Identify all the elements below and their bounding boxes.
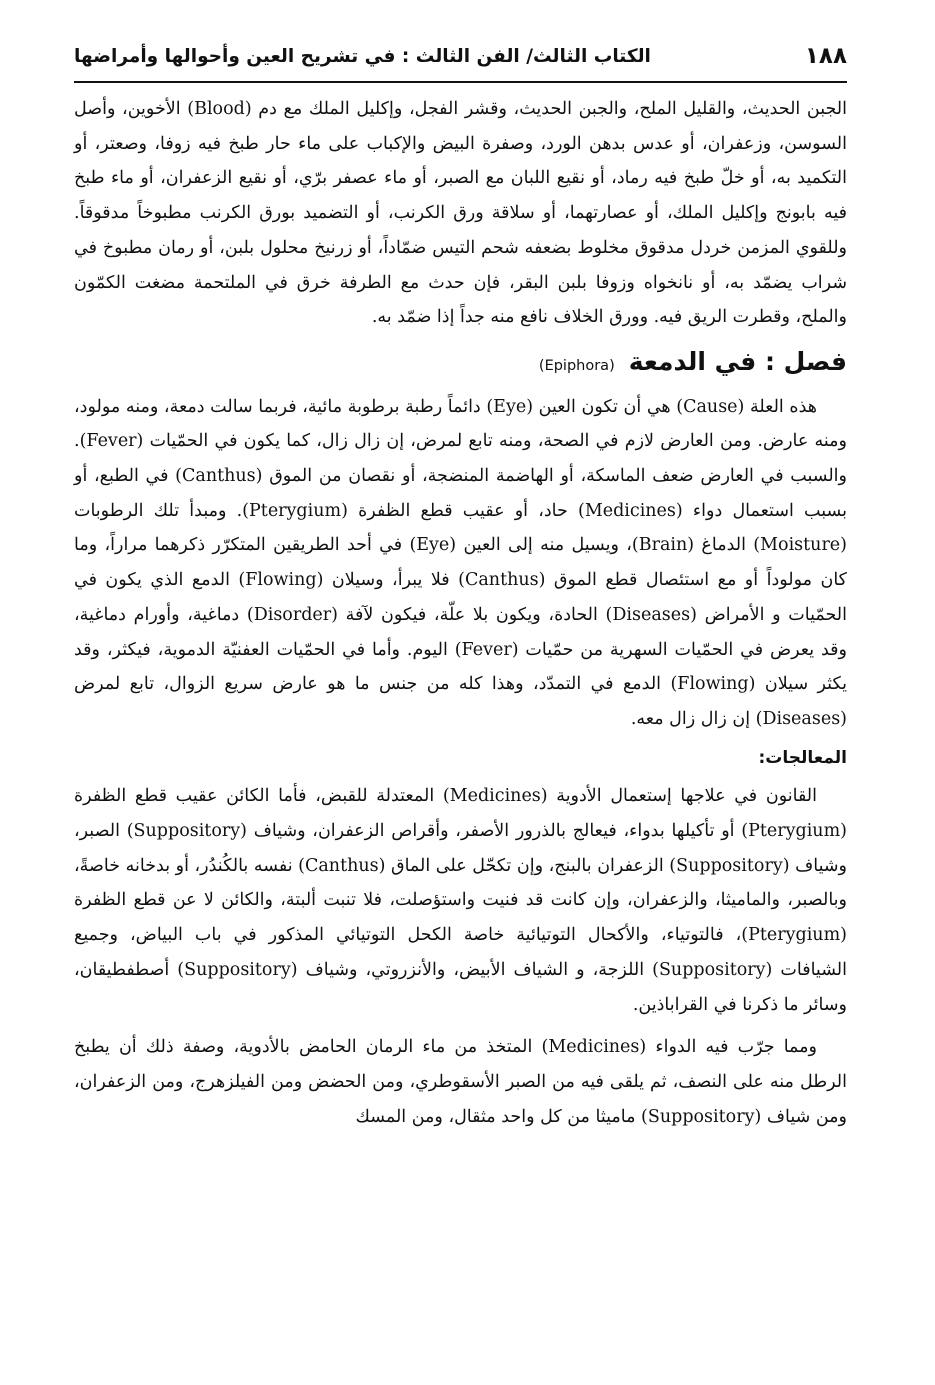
- treatments-heading: المعالجات:: [758, 747, 847, 768]
- section-title: فصل : في الدمعة: [628, 346, 847, 376]
- paragraph-epiphora: هذه العلة (Cause) هي أن تكون العين (Eye) دائماً رطبة برطوبة مائية، فربما سالت دمعة، ومنه مولود، ومنه عارض. ومن العارض لازم في الصحة، ومنه تابع لمرض، إن زال زال، كما يكون في الحمّيات (Fever). والسبب في العارض ضعف الماسكة، أو الهاضمة المنضجة، أو نقصان من الموق (Canthus) في الطبع، أو بسبب استعمال دواء (Medicines) حاد، أو عقيب قطع الظفرة (Pterygium). ومبدأ تلك الرطوبات (Moisture) الدماغ (Brain)، ويسيل منه إلى العين (Eye) في أحد الطريقين المتكرّر ذكرهما مراراً، وما كان مولوداً أو مع استئصال قطع الموق (Canthus) فلا يبرأ، وسيلان (Flowing) الدمع الذي يكون في الحمّيات و الأمراض (Diseases) الحادة، ويكون بلا علّة، فيكون لآفة (Disorder) دماغية، وأورام دماغية، وقد يعرض في الحمّيات السهرية من حمّيات (Fever) اليوم. وأما في الحمّيات العفنيّة الدموية، فيكثر، وقد يكثر سيلان (Flowing) الدمع في التمدّد، وهذا كله من جنس ما هو عارض سريع الزوال، تابع لمرض (Diseases) إن زال زال معه.: [74, 396, 848, 729]
- paragraph-treatment-2: ومما جرّب فيه الدواء (Medicines) المتخذ من ماء الرمان الحامض بالأدوية، وصفة ذلك أن يطبخ الرطل منه على النصف، ثم يلقى فيه من الصبر الأسقوطري، ومن الحضض ومن الفيلزهرج، ومن الزعفران، ومن شياف (Suppository) ماميثا من كل واحد مثقال، ومن المسك: [74, 1037, 847, 1127]
- section-heading: [74, 345, 847, 384]
- paragraph-continuation: الجبن الحديث، والقليل الملح، والجبن الحديث، وقشر الفجل، وإكليل الملك مع دم (Blood) الأخوين، وأصل السوسن، وزعفران، أو عدس بدهن الورد، وصفرة البيض والإكباب على ماء حار طبخ فيه زوفا، وصعتر، أو التكميد به، أو خلّ طبخ فيه رماد، أو نقيع اللبان مع الصبر، أو ماء عصفر برّي، أو نقيع الزعفران، أو ماء طبخ فيه بابونج وإكليل الملك، أو عصارتهما، أو سلاقة ورق الكرنب، أو التضميد بورق الكرنب مطبوخاً مدقوقاً. وللقوي المزمن خردل مدقوق مخلوط بضعفه شحم التيس ضمّاداً، أو زرنيخ محلول بلبن، أو رمان مطبوخ في شراب يضمّد به، أو نانخواه وزوفا بلبن البقر، فإن حدث مع الطرفة خرق في الملتحمة مضغت الكمّون والملح، وقطرت الريق فيه. وورق الخلاف نافع منه جداً إذا ضمّد به.: [74, 99, 848, 328]
- page-header: [74, 34, 847, 78]
- body-text: [74, 92, 847, 1134]
- running-title: الكتاب الثالث/ الفن الثالث : في تشريح العين وأحوالها وأمراضها: [74, 45, 651, 67]
- header-divider: [74, 81, 847, 83]
- paragraph-gap: [74, 1022, 847, 1030]
- page-number: ١٨٨: [804, 43, 847, 69]
- paragraph-treatment-1: القانون في علاجها إستعمال الأدوية (Medicines) المعتدلة للقبض، فأما الكائن عقيب قطع الظفرة (Pterygium) أو تأكيلها بدواء، فيعالج بالذرور الأصفر، وأقراص الزعفران، وشياف (Suppository) الصبر، وشياف (Suppository) الزعفران بالبنج، وإن تكحّل على الماق (Canthus) نفسه بالكُندُر، أو بدخانه خاصةً، وبالصبر، والماميثا، والزعفران، وإن كانت قد فنيت واستؤصلت، فلا تنبت ألبتة، والكائن لا عن قطع الظفرة (Pterygium)، فالتوتياء، والأكحال التوتيائية خاصة الكحل التوتيائي المذكور في باب البياض، وجميع الشيافات (Suppository) اللزجة، و الشياف الأبيض، والأنزروتي، وشياف (Suppository) أصطفطيقان، وسائر ما ذكرنا في القراباذين.: [74, 786, 848, 1015]
- section-title-english: (Epiphora): [538, 357, 615, 374]
